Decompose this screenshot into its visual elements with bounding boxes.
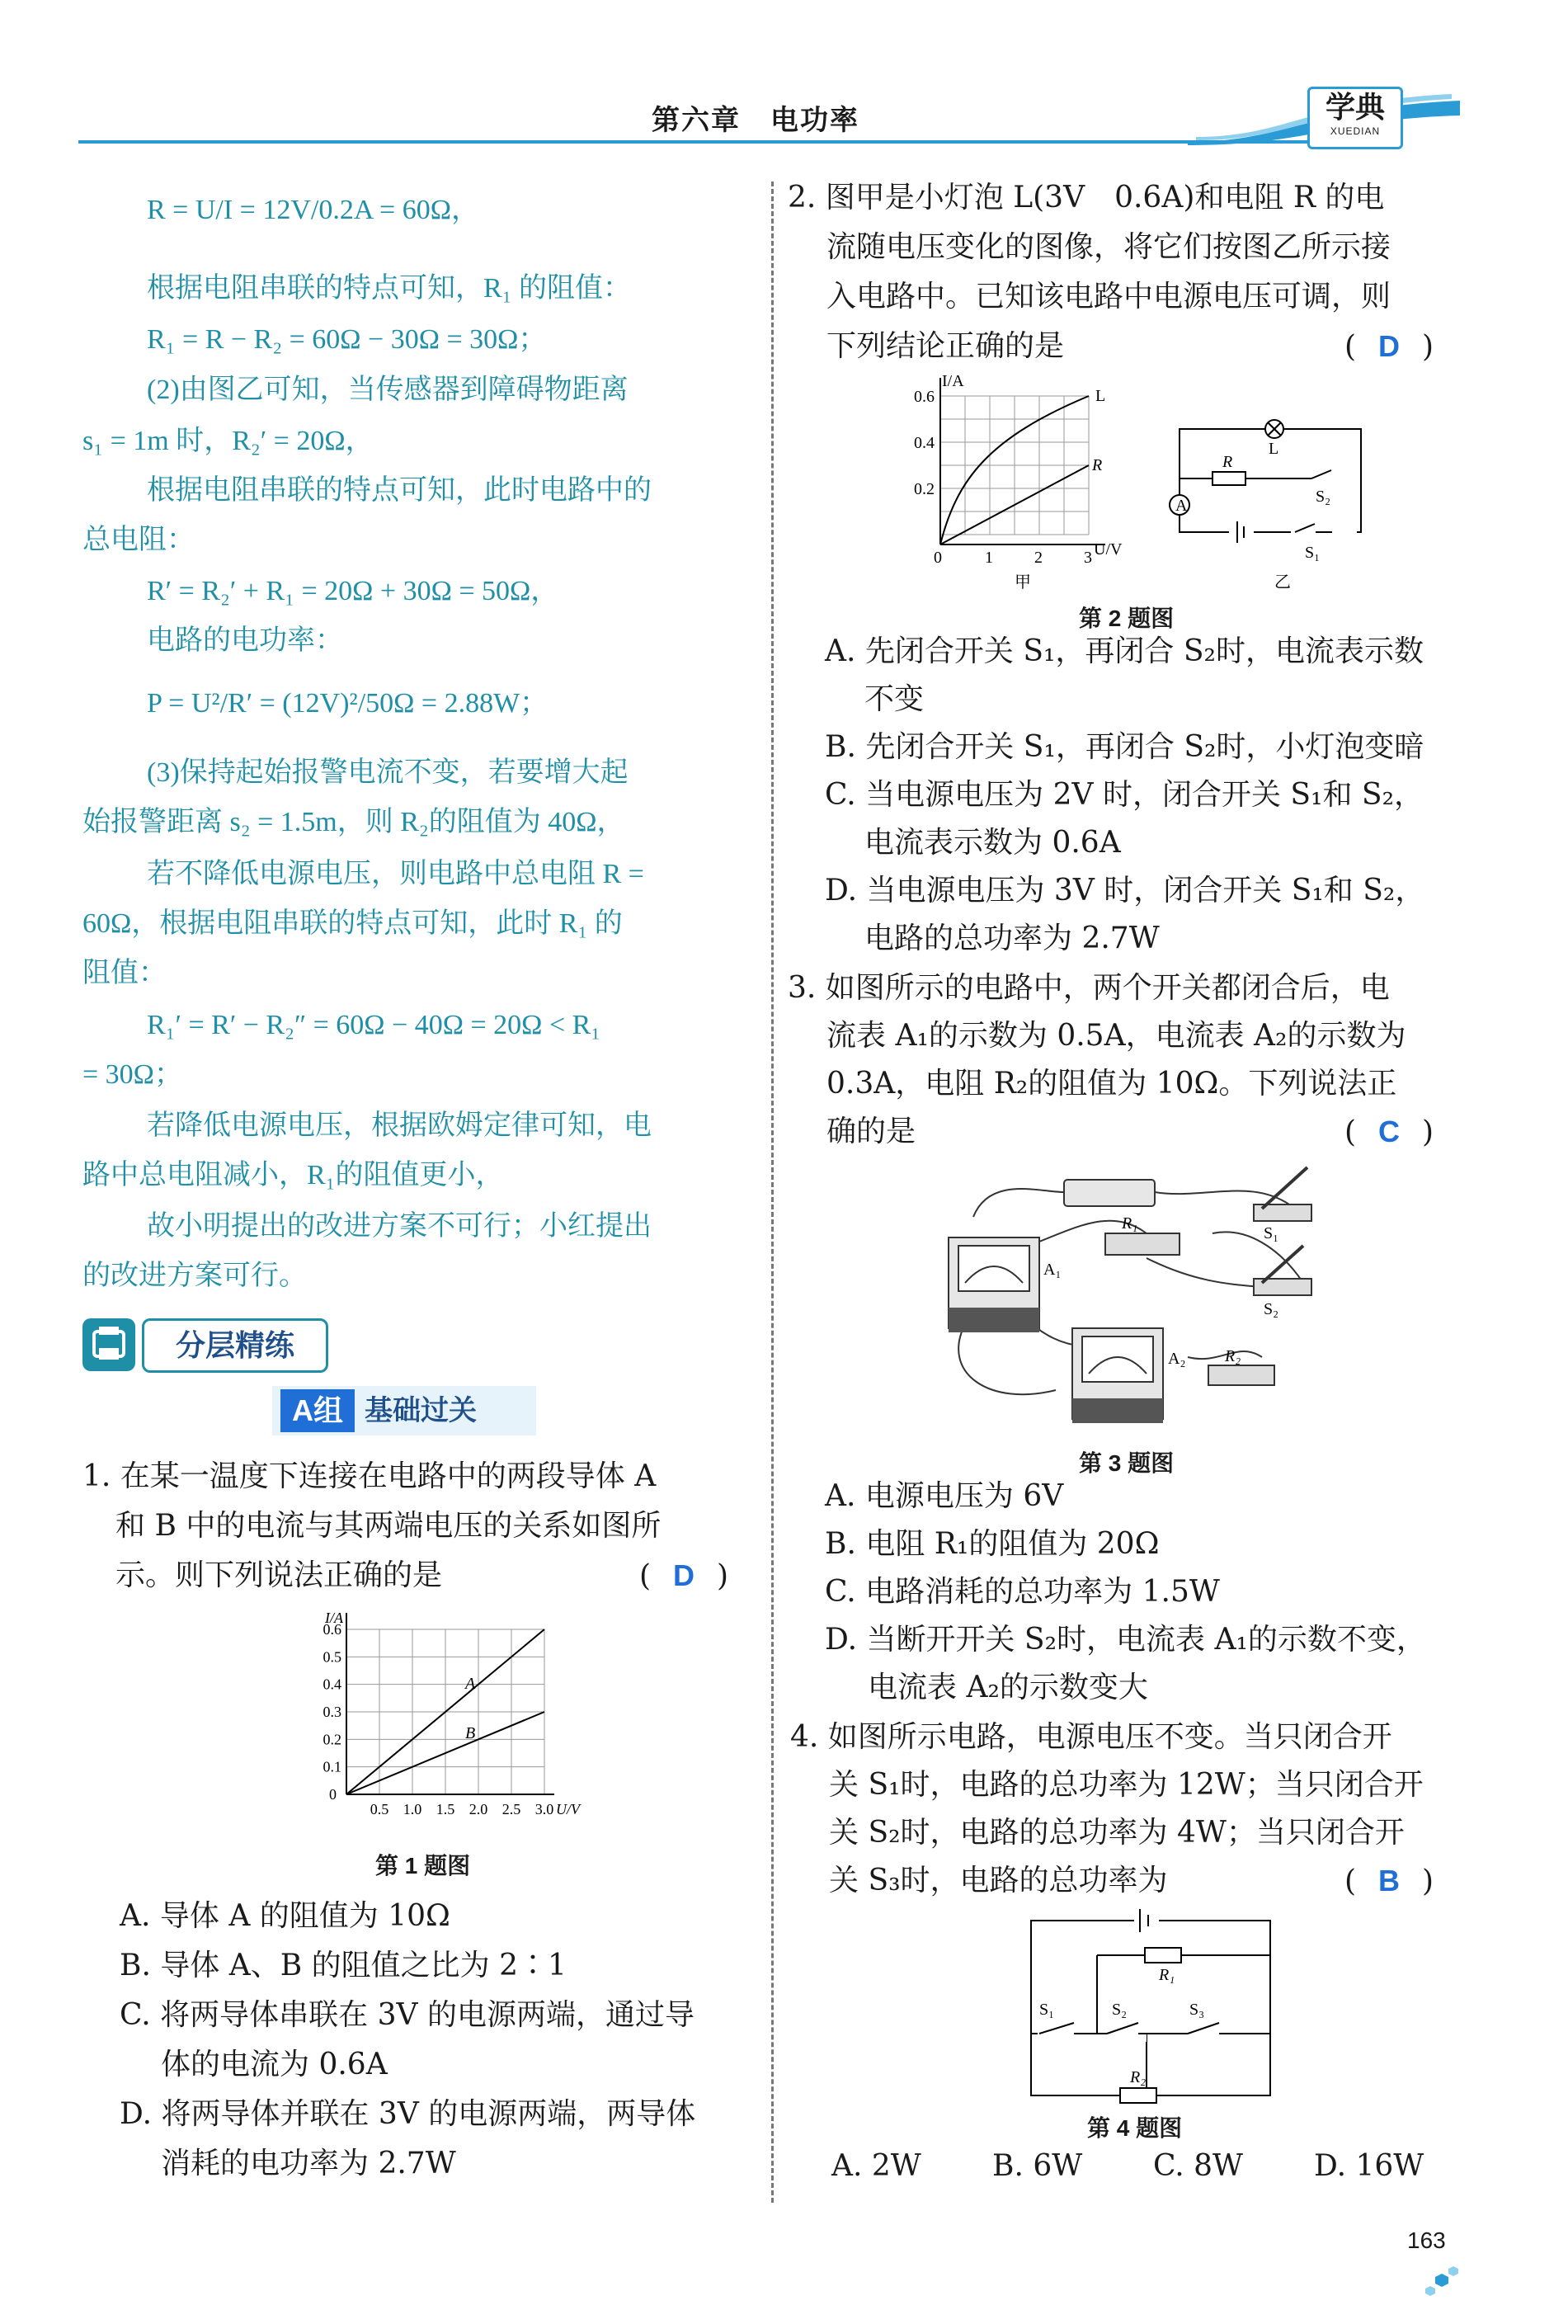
series-label-B: B: [465, 1724, 476, 1742]
q2-stem-3: 入电路中。已知该电路中电源电压可调，则: [826, 280, 1391, 313]
q1-option-d2: 消耗的电功率为 2.7W: [161, 2147, 456, 2180]
q2-option-a: A. 先闭合开关 S₁，再闭合 S₂时，电流表示数: [825, 634, 1424, 668]
q2-option-a2: 不变: [864, 682, 925, 716]
y-tick-label: 0.6: [323, 1621, 341, 1638]
solution-line: 60Ω，根据电阻串联的特点可知，此时 R₁ 的: [82, 908, 623, 939]
q2-xtick: 0: [934, 549, 942, 567]
q2-resistor-label: R: [1222, 453, 1233, 471]
q2-option-c: C. 当电源电压为 2V 时，闭合开关 S₁和 S₂，: [825, 778, 1424, 812]
q3-stem-2: 流表 A₁的示数为 0.5A，电流表 A₂的示数为: [826, 1019, 1406, 1053]
solution-line: R′ = R₂′ + R₁ = 20Ω + 30Ω = 50Ω，: [147, 576, 559, 606]
q4-stem-3: 关 S₂时，电路的总功率为 4W；当只闭合开: [829, 1816, 1405, 1850]
chapter-title: 第六章 电功率: [652, 104, 859, 137]
q3-caption: 第 3 题图: [1079, 1450, 1175, 1476]
q4-stem-2: 关 S₁时，电路的总功率为 12W；当只闭合开: [829, 1768, 1424, 1802]
section-title: 分层精练: [142, 1318, 328, 1373]
q3-option-a: A. 电源电压为 6V: [825, 1479, 1064, 1513]
q4-caption: 第 4 题图: [1087, 2115, 1183, 2141]
q3-ammeter2-label: A₂: [1168, 1350, 1186, 1368]
q1-chart: [297, 1605, 594, 1836]
q2-ytick: 0.6: [914, 388, 935, 406]
q2-curve-label-l: L: [1095, 387, 1106, 405]
q2-option-c2: 电流表示数为 0.6A: [864, 826, 1121, 860]
q1-stem-3: 示。则下列说法正确的是: [115, 1558, 443, 1592]
solution-line: 根据电阻串联的特点可知，此时电路中的: [147, 475, 652, 506]
q3-stem-4: 确的是: [826, 1115, 916, 1148]
x-tick-label: 0.5: [370, 1801, 389, 1817]
q3-answer: C: [1378, 1115, 1401, 1148]
q4-option-a: A. 2W: [831, 2149, 921, 2183]
q3-s2-label: S₂: [1264, 1300, 1279, 1318]
q2-xtick: 2: [1034, 549, 1043, 567]
solution-line: = 30Ω；: [82, 1059, 182, 1090]
solution-line: 根据电阻串联的特点可知，R₁ 的阻值：: [147, 273, 632, 304]
q1-stem-2: 和 B 中的电流与其两端电压的关系如图所: [115, 1509, 662, 1543]
q2-ammeter-label: A: [1175, 497, 1188, 515]
solution-line: 的改进方案可行。: [82, 1261, 307, 1291]
page-number: 163: [1407, 2227, 1446, 2253]
solution-line: 总电阻：: [82, 525, 195, 555]
q2-figure: [899, 371, 1386, 602]
printer-icon: [82, 1318, 135, 1371]
q3-stem-1: 3. 如图所示的电路中，两个开关都闭合后，电: [788, 971, 1390, 1005]
logo: [1307, 87, 1403, 149]
q2-xlabel: U/V: [1094, 540, 1123, 559]
q2-caption: 第 2 题图: [1079, 606, 1175, 631]
q3-figure: [940, 1159, 1353, 1448]
y-tick-label: 0.1: [323, 1758, 341, 1775]
solution-line: 阻值：: [82, 958, 167, 988]
q1-option-c2: 体的电流为 0.6A: [161, 2048, 388, 2081]
group-subtitle: 基础过关: [365, 1395, 477, 1426]
q3-r1-label: R₁: [1122, 1214, 1138, 1233]
x-tick-label: 1.0: [403, 1801, 422, 1817]
q2-ylabel: I/A: [942, 372, 964, 390]
solution-line: R₁ = R − R₂ = 60Ω − 30Ω = 30Ω；: [147, 324, 547, 355]
q2-ytick: 0.2: [914, 480, 935, 498]
solution-line: P = U²/R′ = (12V)²/50Ω = 2.88W；: [147, 688, 549, 719]
logo-text: 学典: [1325, 90, 1385, 125]
q2-xtick: 1: [985, 549, 993, 567]
header-rule: [78, 140, 1316, 144]
y-tick-label: 0.2: [323, 1731, 341, 1748]
q1-stem-1: 1. 在某一温度下连接在电路中的两段导体 A: [82, 1459, 657, 1493]
q3-option-c: C. 电路消耗的总功率为 1.5W: [825, 1575, 1220, 1609]
q4-s2-label: S₂: [1112, 2001, 1128, 2019]
group-label: A组: [280, 1389, 355, 1432]
q3-answer-bracket: ( C ): [1344, 1109, 1434, 1156]
q2-label-yi: 乙: [1274, 573, 1291, 592]
q3-s1-label: S₁: [1264, 1224, 1279, 1242]
q4-r2-label: R₂: [1130, 2068, 1147, 2086]
column-divider: [771, 181, 774, 2203]
group-banner: [272, 1386, 536, 1435]
q2-ytick: 0.4: [914, 434, 935, 452]
solution-line: s₁ = 1m 时，R₂′ = 20Ω，: [82, 426, 374, 456]
q2-stem-1: 2. 图甲是小灯泡 L(3V 0.6A)和电阻 R 的电: [788, 181, 1385, 214]
q4-answer-bracket: ( B ): [1344, 1858, 1434, 1905]
q4-figure: [1015, 1906, 1278, 2112]
q1-answer: D: [673, 1558, 695, 1592]
x-tick-label: 2.5: [501, 1801, 521, 1817]
solution-line: 若不降低电源电压，则电路中总电阻 R =: [147, 859, 644, 889]
q4-r1-label: R₁: [1159, 1966, 1175, 1984]
q3-stem-3: 0.3A，电阻 R₂的阻值为 10Ω。下列说法正: [826, 1067, 1397, 1101]
x-tick-label: 1.5: [436, 1801, 455, 1817]
solution-line: 电路的电功率：: [147, 625, 343, 656]
q2-answer-bracket: ( D ): [1344, 323, 1434, 370]
q3-option-d2: 电流表 A₂的示数变大: [868, 1671, 1148, 1704]
q1-option-b: B. 导体 A、B 的阻值之比为 2∶1: [120, 1949, 567, 1982]
q4-option-d: D. 16W: [1314, 2149, 1424, 2183]
q2-xtick: 3: [1084, 549, 1092, 567]
q2-stem-4: 下列结论正确的是: [826, 329, 1065, 363]
series-label-A: A: [465, 1675, 476, 1693]
x-tick-label: 2.0: [469, 1801, 488, 1817]
q4-stem-4: 关 S₃时，电路的总功率为: [829, 1864, 1168, 1897]
q4-option-c: C. 8W: [1153, 2149, 1244, 2183]
q3-option-b: B. 电阻 R₁的阻值为 20Ω: [825, 1527, 1160, 1561]
q3-ammeter1-label: A₁: [1043, 1261, 1062, 1279]
q2-switch2-label: S₂: [1316, 488, 1331, 506]
q1-option-a: A. 导体 A 的阻值为 10Ω: [120, 1899, 450, 1933]
y-tick-label: 0.4: [323, 1676, 341, 1693]
q2-option-d: D. 当电源电压为 3V 时，闭合开关 S₁和 S₂，: [825, 874, 1425, 907]
q1-option-c: C. 将两导体串联在 3V 的电源两端，通过导: [120, 1998, 695, 2032]
solution-line: 始报警距离 s₂ = 1.5m，则 R₂的阻值为 40Ω，: [82, 807, 625, 837]
solution-line: 若降低电源电压，根据欧姆定律可知，电: [147, 1110, 652, 1141]
logo-sub: XUEDIAN: [1330, 125, 1381, 137]
y-tick-label: 0.5: [323, 1648, 341, 1666]
x-tick-label: 3.0: [534, 1801, 554, 1817]
solution-line: 路中总电阻减小，R₁的阻值更小，: [82, 1160, 504, 1190]
origin-label: 0: [329, 1786, 337, 1803]
q1-caption: 第 1 题图: [375, 1853, 471, 1879]
q1-option-d: D. 将两导体并联在 3V 的电源两端，两导体: [120, 2097, 696, 2131]
q1-answer-bracket: ( D ): [639, 1553, 728, 1600]
solution-block: [82, 194, 742, 1316]
q2-label-jia: 甲: [1015, 573, 1031, 592]
x-axis-label: U/V: [556, 1801, 580, 1817]
q2-option-d2: 电路的总功率为 2.7W: [864, 922, 1160, 955]
solution-line: (3)保持起始报警电流不变，若要增大起: [147, 757, 629, 788]
q4-s3-label: S₃: [1189, 2001, 1205, 2019]
y-tick-label: 0.3: [323, 1704, 341, 1720]
q4-option-b: B. 6W: [992, 2149, 1083, 2183]
q2-stem-2: 流随电压变化的图像，将它们按图乙所示接: [826, 230, 1391, 264]
q4-s1-label: S₁: [1039, 2001, 1055, 2019]
q2-lamp-label: L: [1269, 440, 1279, 458]
q2-answer: D: [1378, 329, 1401, 363]
q3-r2-label: R₂: [1225, 1347, 1241, 1365]
q4-stem-1: 4. 如图所示电路，电源电压不变。当只闭合开: [790, 1720, 1392, 1754]
solution-line: R₁′ = R′ − R₂″ = 60Ω − 40Ω = 20Ω < R₁: [147, 1010, 601, 1040]
y-axis-label: I/A: [325, 1610, 343, 1626]
q2-option-b: B. 先闭合开关 S₁，再闭合 S₂时，小灯泡变暗: [825, 730, 1424, 764]
hexagon-decoration: [1419, 2252, 1468, 2302]
q2-curve-label-r: R: [1092, 456, 1103, 474]
q2-switch1-label: S₁: [1305, 544, 1321, 562]
q4-answer: B: [1378, 1864, 1401, 1897]
q3-option-d: D. 当断开开关 S₂时，电流表 A₁的示数不变，: [825, 1623, 1426, 1657]
page-header: [0, 0, 1568, 157]
solution-line: R = U/I = 12V/0.2A = 60Ω，: [147, 195, 479, 225]
solution-line: (2)由图乙可知，当传感器到障碍物距离: [147, 375, 629, 405]
section-header: [82, 1318, 330, 1373]
solution-line: 故小明提出的改进方案不可行；小红提出: [147, 1211, 652, 1242]
